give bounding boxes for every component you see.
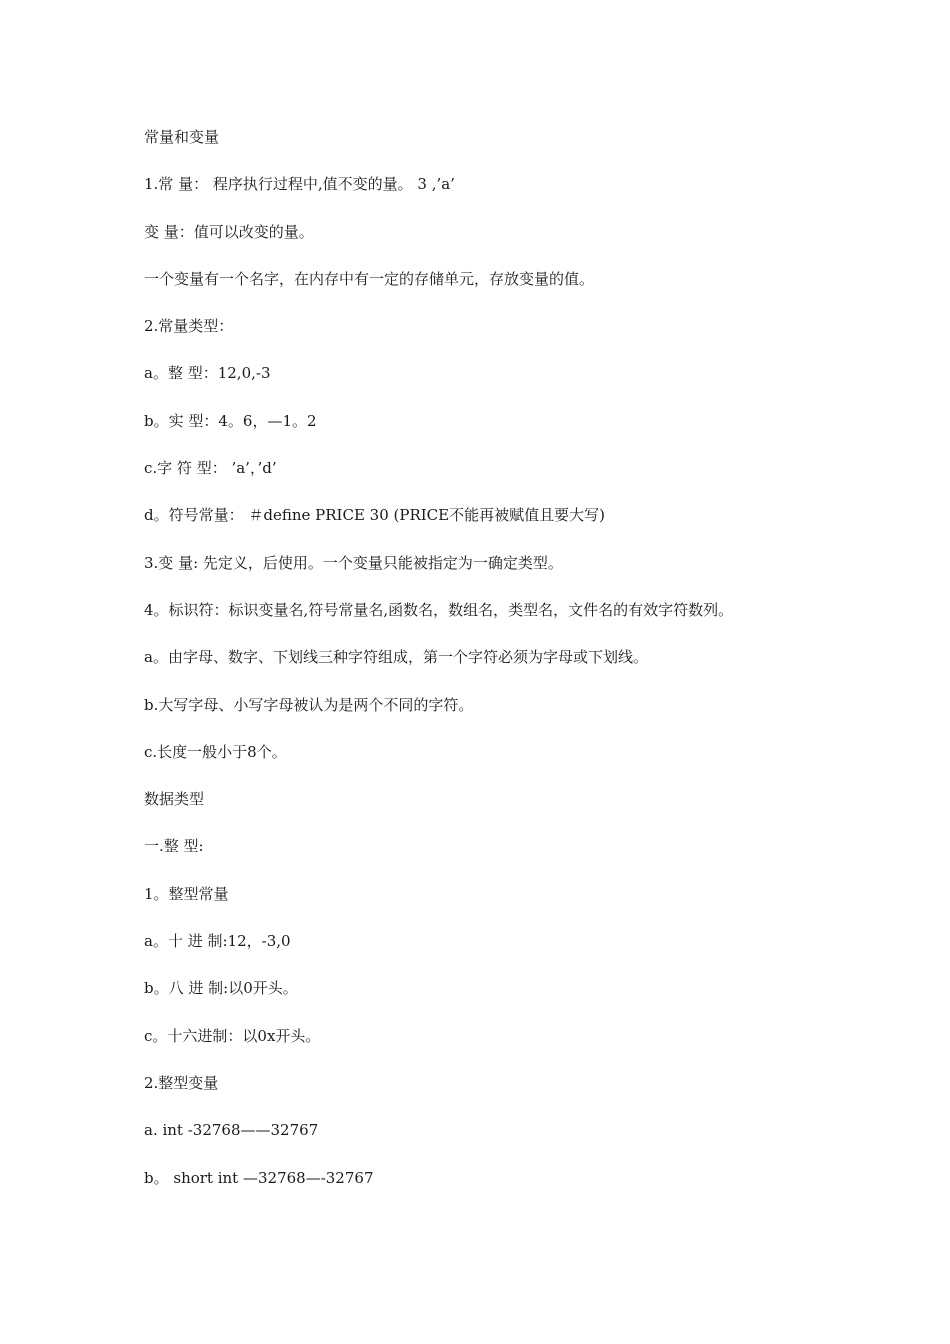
subheading-integer-constant: 1。整型常量 [144,884,229,903]
paragraph-identifier: 4。标识符：标识变量名,符号常量名,函数名，数组名，类型名，文件名的有效字符数列。 [144,600,734,619]
list-item-octal: b。八 进 制:以0开头。 [144,979,298,998]
subheading-integer: 一.整 型: [144,837,204,856]
document-body [144,125,844,1213]
list-item-char: c.字 符 型： ’a’，’d’ [144,459,277,478]
list-item-symbolic-constant: d。符号常量： ＃define PRICE 30 (PRICE不能再被赋值且要大写) [144,506,605,525]
list-item-length: c.长度一般小于8个。 [144,742,287,761]
section-heading-data-types: 数据类型 [144,790,205,809]
list-item-integer: a。整 型：12,0,-3 [144,364,271,383]
paragraph-constant-definition: 1.常 量： 程序执行过程中,值不变的量。 3 ,’a’ [144,175,455,194]
paragraph-variable-rule: 3.变 量: 先定义，后使用。一个变量只能被指定为一确定类型。 [144,553,563,572]
paragraph-variable-definition: 变 量：值可以改变的量。 [144,222,314,241]
list-item-identifier-chars: a。由字母、数字、下划线三种字符组成，第一个字符必须为字母或下划线。 [144,648,648,667]
paragraph-variable-storage: 一个变量有一个名字，在内存中有一定的存储单元，存放变量的值。 [144,269,595,288]
list-item-int-range: a. int -32768——32767 [144,1121,319,1140]
subheading-integer-variable: 2.整型变量 [144,1073,219,1092]
list-item-real: b。实 型：4。6，—1。2 [144,411,317,430]
list-item-decimal: a。十 进 制:12，-3,0 [144,932,291,951]
list-item-short-int-range: b。 short int —32768—-32767 [144,1168,374,1187]
section-heading-constants-variables: 常量和变量 [144,128,220,146]
paragraph-constant-types: 2.常量类型： [144,317,234,336]
list-item-case-sensitive: b.大写字母、小写字母被认为是两个不同的字符。 [144,695,474,714]
list-item-hex: c。十六进制：以0x开头。 [144,1026,321,1045]
